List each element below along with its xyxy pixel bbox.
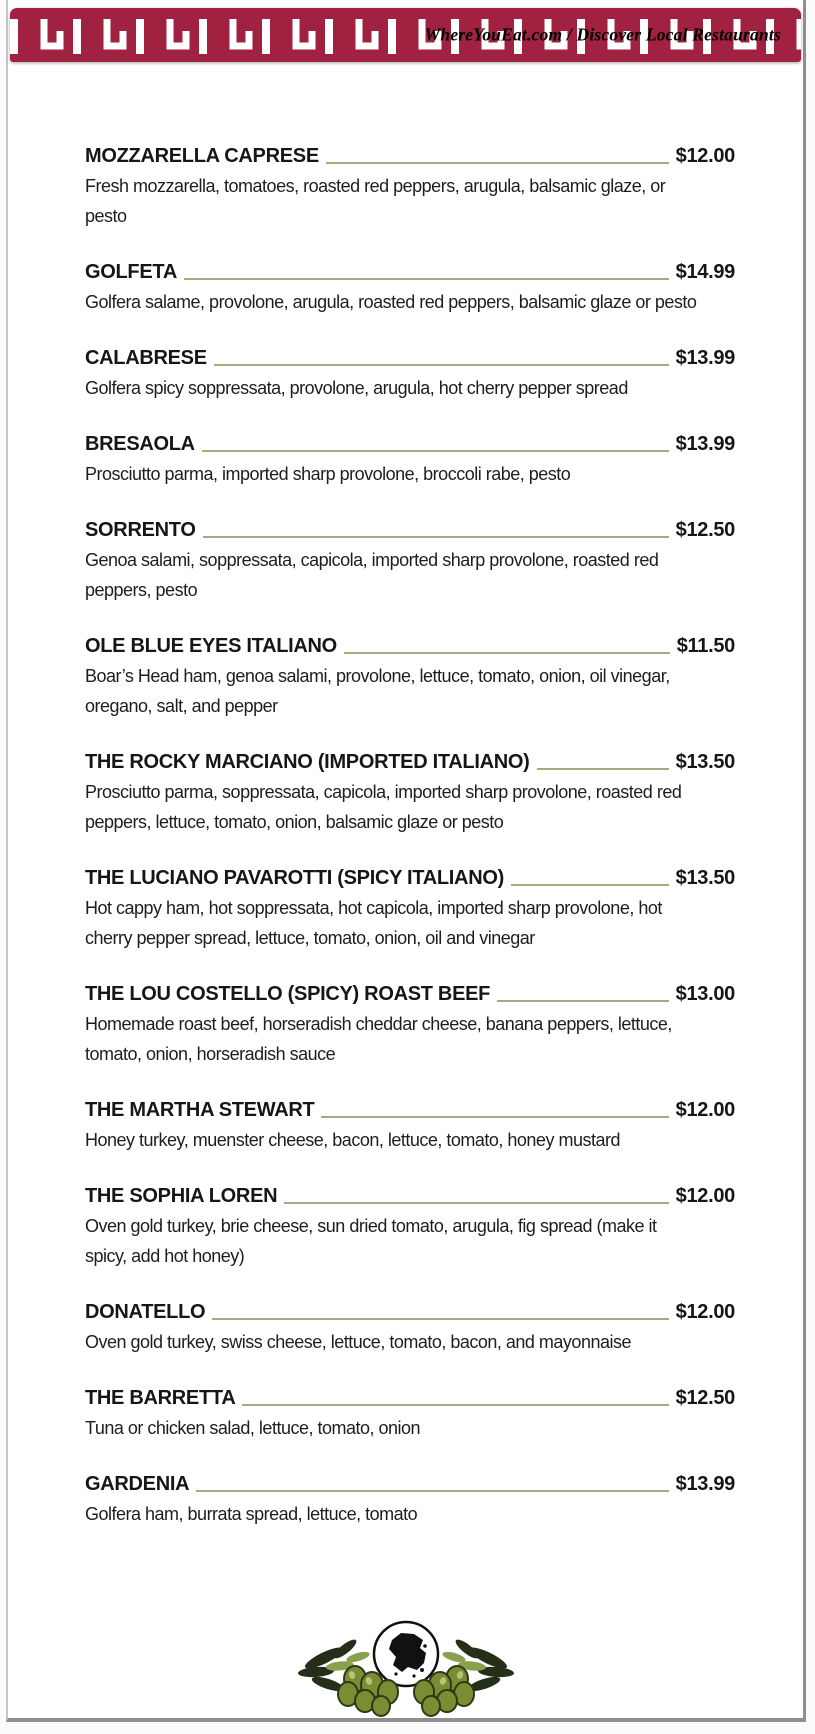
menu-item-description: Boar’s Head ham, genoa salami, provolone, lettuce, tomato, onion, oil vinegar, oregano, salt, and pepper [85, 666, 670, 716]
menu-item [85, 747, 735, 837]
menu-item-price: $12.00 [675, 1301, 735, 1323]
restaurant-logo [294, 1608, 518, 1720]
menu-item-description: Golfera ham, burrata spread, lettuce, tomato [85, 1504, 418, 1524]
menu-item-description: Fresh mozzarella, tomatoes, roasted red peppers, arugula, balsamic glaze, or pesto [85, 176, 666, 226]
menu-item-name: THE ROCKY MARCIANO (IMPORTED ITALIANO) [85, 751, 530, 773]
leader-line [196, 1490, 668, 1492]
menu-item-header [85, 343, 735, 373]
menu-item [85, 1297, 735, 1357]
menu-item [85, 1095, 735, 1155]
menu-item-price: $12.00 [675, 1185, 735, 1207]
menu-item [85, 631, 735, 721]
leader-line [326, 162, 669, 164]
menu-item-description: Genoa salami, soppressata, capicola, imported sharp provolone, roasted red peppers, pesto [85, 550, 659, 600]
menu-item-price: $13.00 [675, 983, 735, 1005]
menu-item-description: Tuna or chicken salad, lettuce, tomato, onion [85, 1418, 421, 1438]
leader-line [511, 884, 669, 886]
menu-item-header [85, 1181, 735, 1211]
menu-item-price: $14.99 [675, 261, 735, 283]
menu-item-price: $12.00 [675, 1099, 735, 1121]
menu-item-header [85, 863, 735, 893]
menu-item-name: GOLFETA [85, 261, 177, 283]
menu-item-header [85, 1095, 735, 1125]
menu-item-name: THE LOU COSTELLO (SPICY) ROAST BEEF [85, 983, 491, 1005]
menu-item-price: $13.50 [675, 751, 735, 773]
menu-item [85, 863, 735, 953]
menu-item-price: $13.50 [675, 867, 735, 889]
menu-item-name: DONATELLO [85, 1301, 206, 1323]
menu-item-name: OLE BLUE EYES ITALIANO [85, 635, 337, 657]
menu-item [85, 1181, 735, 1271]
leader-line [284, 1202, 668, 1204]
menu-item-price: $13.99 [675, 347, 735, 369]
menu-item-description: Prosciutto parma, imported sharp provolone, broccoli rabe, pesto [85, 464, 571, 484]
menu-item-description: Hot cappy ham, hot soppressata, hot capicola, imported sharp provolone, hot cherry pepper spread, lettuce, tomato, onion, oil and vinegar [85, 898, 662, 948]
menu-item-description: Honey turkey, muenster cheese, bacon, lettuce, tomato, honey mustard [85, 1130, 620, 1150]
leader-line [184, 278, 669, 280]
menu-item-price: $12.50 [675, 519, 735, 541]
menu-item-name: BRESAOLA [85, 433, 195, 455]
menu-item-name: CALABRESE [85, 347, 207, 369]
menu-item-name: SORRENTO [85, 519, 196, 541]
menu-item-description: Golfera spicy soppressata, provolone, arugula, hot cherry pepper spread [85, 378, 628, 398]
menu-item-price: $12.50 [675, 1387, 735, 1409]
menu-list [85, 141, 735, 1555]
menu-item-description: Oven gold turkey, brie cheese, sun dried tomato, arugula, fig spread (make it spicy, add hot honey) [85, 1216, 657, 1266]
menu-item-name: THE BARRETTA [85, 1387, 236, 1409]
globe-icon [374, 1622, 438, 1686]
menu-item-header [85, 1469, 735, 1499]
leader-line [202, 450, 669, 452]
menu-item-price: $13.99 [675, 433, 735, 455]
menu-item-header [85, 631, 735, 661]
menu-item [85, 141, 735, 231]
leader-line [203, 536, 669, 538]
menu-item-description: Homemade roast beef, horseradish cheddar cheese, banana peppers, lettuce, tomato, onion, horseradish sauce [85, 1014, 672, 1064]
menu-item-header [85, 1383, 735, 1413]
menu-item-name: THE MARTHA STEWART [85, 1099, 315, 1121]
menu-item [85, 257, 735, 317]
menu-item-header [85, 515, 735, 545]
menu-item-price: $12.00 [675, 145, 735, 167]
menu-item-description: Oven gold turkey, swiss cheese, lettuce, tomato, bacon, and mayonnaise [85, 1332, 631, 1352]
menu-item-price: $13.99 [675, 1473, 735, 1495]
menu-item-header [85, 1297, 735, 1327]
menu-item-header [85, 257, 735, 287]
menu-item-name: THE SOPHIA LOREN [85, 1185, 278, 1207]
menu-item-header [85, 141, 735, 171]
menu-item-description: Golfera salame, provolone, arugula, roasted red peppers, balsamic glaze or pesto [85, 292, 697, 312]
leader-line [321, 1116, 668, 1118]
menu-item-name: MOZZARELLA CAPRESE [85, 145, 319, 167]
menu-item-name: THE LUCIANO PAVAROTTI (SPICY ITALIANO) [85, 867, 504, 889]
menu-item [85, 343, 735, 403]
menu-item-price: $11.50 [676, 635, 735, 657]
leader-line [537, 768, 669, 770]
menu-item [85, 1383, 735, 1443]
menu-item-header [85, 429, 735, 459]
menu-item [85, 429, 735, 489]
leader-line [242, 1404, 668, 1406]
menu-item-header [85, 979, 735, 1009]
header-banner [10, 8, 801, 62]
menu-page [6, 0, 806, 1722]
leader-line [497, 1000, 669, 1002]
leader-line [212, 1318, 668, 1320]
menu-item-header [85, 747, 735, 777]
site-title: WhereYouEat.com / Discover Local Restaurants [424, 24, 781, 45]
menu-item [85, 1469, 735, 1529]
menu-item [85, 515, 735, 605]
leader-line [214, 364, 669, 366]
menu-item [85, 979, 735, 1069]
menu-item-name: GARDENIA [85, 1473, 190, 1495]
leader-line [344, 652, 670, 654]
menu-item-description: Prosciutto parma, soppressata, capicola, imported sharp provolone, roasted red peppers, lettuce, tomato, onion, balsamic glaze or pesto [85, 782, 682, 832]
